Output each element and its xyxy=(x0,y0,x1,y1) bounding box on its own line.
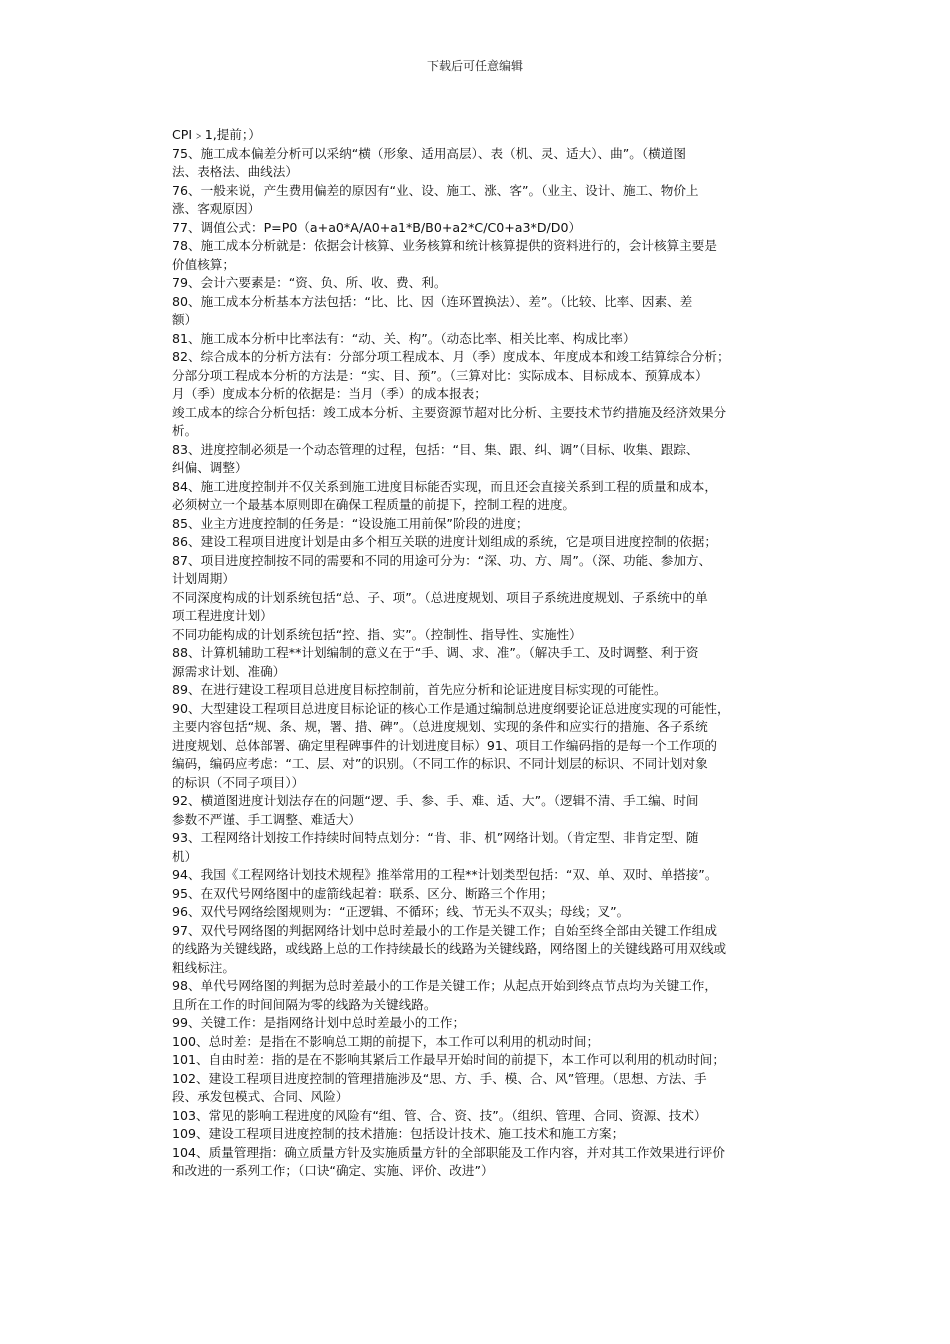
text-line: 粗线标注。 xyxy=(172,959,235,975)
text-line: 源需求计划、准确） xyxy=(172,663,286,679)
text-line: 必须树立一个最基本原则即在确保工程质量的前提下，控制工程的进度。 xyxy=(172,497,575,512)
text-line: 102、建设工程项目进度控制的管理措施涉及“思、方、手、模、合、风”管理。（思想、方法、手 xyxy=(172,1070,707,1086)
text-line: 不同功能构成的计划系统包括“控、指、实”。（控制性、指导性、实施性） xyxy=(172,626,582,642)
text-line: 月（季）度成本分析的依据是：当月（季）的成本报表； xyxy=(172,386,487,401)
text-line: 94、我国《工程网络计划技术规程》推举常用的工程**计划类型包括：“双、单、双时、单搭接”。 xyxy=(172,867,718,882)
text-line: 主要内容包括“规、条、规，署、措、碑”。（总进度规划、实现的条件和应实行的措施、各子系统 xyxy=(172,719,708,734)
text-line: 86、建设工程项目进度计划是由多个相互关联的进度计划组成的系统，它是项目进度控制的依据； xyxy=(172,534,717,549)
text-line: 93、工程网络计划按工作持续时间特点划分：“肯、非、机”网络计划。（肯定型、非肯定型、随 xyxy=(172,830,699,845)
text-line: 纠偏、调整） xyxy=(172,460,248,475)
text-line: 92、横道图进度计划法存在的问题“逻、手、参、手、难、适、大”。（逻辑不清、手工编、时间 xyxy=(172,793,699,808)
text-line: 95、在双代号网络图中的虚箭线起着：联系、区分、断路三个作用； xyxy=(172,885,554,901)
text-line: 法、表格法、曲线法） xyxy=(172,164,298,179)
text-line: 81、施工成本分析中比率法有：“动、关、构”。（动态比率、相关比率、构成比率） xyxy=(172,330,636,346)
text-line: 的标识（不同子项目）） xyxy=(172,774,305,790)
text-line: 101、自由时差：指的是在不影响其紧后工作最早开始时间的前提下，本工作可以利用的机动时间； xyxy=(172,1052,725,1067)
text-line: 99、关键工作：是指网络计划中总时差最小的工作； xyxy=(172,1015,466,1030)
text-line: 88、计算机辅助工程**计划编制的意义在于“手、调、求、准”。（解决手工、及时调整、利于资 xyxy=(172,645,699,660)
text-line: 额） xyxy=(172,312,198,327)
text-line: 109、建设工程项目进度控制的技术措施：包括设计技术、施工技术和施工方案； xyxy=(172,1126,625,1141)
text-line: 不同深度构成的计划系统包括“总、子、项”。（总进度规划、项目子系统进度规划、子系统中的单 xyxy=(172,589,708,605)
text-line: 价值核算； xyxy=(172,256,235,272)
text-line: 和改进的一系列工作；（口诀“确定、实施、评价、改进”） xyxy=(172,1163,494,1178)
text-line: 76、一般来说，产生费用偏差的原因有“业、设、施工、涨、客”。（业主、设计、施工、物价上 xyxy=(172,182,699,198)
text-line: 83、进度控制必须是一个动态管理的过程，包括：“目、集、跟、纠、调”（目标、收集、跟踪、 xyxy=(172,441,699,457)
text-line: 80、施工成本分析基本方法包括：“比、比、因（连环置换法）、差”。（比较、比率、因素、差 xyxy=(172,293,693,309)
text-line: 85、业主方进度控制的任务是：“设设施工用前保”阶段的进度； xyxy=(172,515,529,531)
text-line: CPI﹥1,提前；） xyxy=(172,127,261,142)
text-line: 79、会计六要素是：“资、负、所、收、费、利。 xyxy=(172,275,447,290)
text-line: 且所在工作的时间间隔为零的线路为关键线路。 xyxy=(172,996,437,1012)
text-line: 78、施工成本分析就是：依据会计核算、业务核算和统计核算提供的资料进行的，会计核算主要是 xyxy=(172,238,717,253)
text-line: 89、在进行建设工程项目总进度目标控制前，首先应分析和论证进度目标实现的可能性。 xyxy=(172,682,667,697)
text-line: 析。 xyxy=(172,423,198,438)
page-header: 下载后可任意编辑 xyxy=(426,59,523,73)
text-line: 82、综合成本的分析方法有：分部分项工程成本、月（季）度成本、年度成本和竣工结算综合分析； xyxy=(172,349,730,364)
text-line: 分部分项工程成本分析的方法是：“实、目、预”。（三算对比：实际成本、目标成本、预算成本） xyxy=(172,367,708,383)
text-line: 97、双代号网络图的判据网络计划中总时差最小的工作是关键工作；自始至终全部由关键工作组成 xyxy=(172,922,717,938)
text-line: 参数不严谨、手工调整、难适大） xyxy=(172,811,361,827)
text-line: 编码，编码应考虑：“工、层、对”的识别。（不同工作的标识、不同计划层的标识、不同计划对象 xyxy=(172,756,708,771)
text-line: 104、质量管理指：确立质量方针及实施质量方针的全部职能及工作内容，并对其工作效果进行评价 xyxy=(172,1144,725,1160)
text-line: 计划周期） xyxy=(172,571,235,586)
text-line: 98、单代号网络图的判据为总时差最小的工作是关键工作；从起点开始到终点节点均为关键工作， xyxy=(172,978,717,993)
text-line: 103、常见的影响工程进度的风险有“组、管、合、资、技”。（组织、管理、合同、资源、技术） xyxy=(172,1107,707,1123)
text-line: 的线路为关键线路，或线路上总的工作持续最长的线路为关键线路，网络图上的关键线路可用双线或 xyxy=(172,941,727,956)
text-line: 涨、客观原因） xyxy=(172,201,261,216)
text-line: 87、项目进度控制按不同的需要和不同的用途可分为：“深、功、方、周”。（深、功能、参加方、 xyxy=(172,552,712,568)
text-line: 竣工成本的综合分析包括：竣工成本分析、主要资源节超对比分析、主要技术节约措施及经济效果分 xyxy=(172,404,727,420)
text-line: 75、施工成本偏差分析可以采纳“横（形象、适用高层）、表（机、灵、适大）、曲”。（横道图 xyxy=(172,145,686,161)
text-line: 84、施工进度控制并不仅关系到施工进度目标能否实现，而且还会直接关系到工程的质量和成本， xyxy=(172,478,717,494)
document-body xyxy=(172,126,808,1181)
text-line: 100、总时差：是指在不影响总工期的前提下，本工作可以利用的机动时间； xyxy=(172,1033,600,1049)
text-line: 项工程进度计划） xyxy=(172,608,273,623)
text-line: 段、承发包模式、合同、风险） xyxy=(172,1089,349,1104)
text-line: 90、大型建设工程项目总进度目标论证的核心工作是通过编制总进度纲要论证总进度实现的可能性， xyxy=(172,700,730,716)
text-line: 96、双代号网络绘图规则为：“正逻辑、不循环；线、节无头不双头；母线；叉”。 xyxy=(172,904,630,919)
text-line: 77、调值公式：P=P0（a+a0*A/A0+a1*B/B0+a2*C/C0+a3*D/D0） xyxy=(172,219,582,235)
text-line: 进度规划、总体部署、确定里程碑事件的计划进度目标）91、项目工作编码指的是每一个工作项的 xyxy=(172,737,717,753)
text-line: 机） xyxy=(172,848,198,864)
